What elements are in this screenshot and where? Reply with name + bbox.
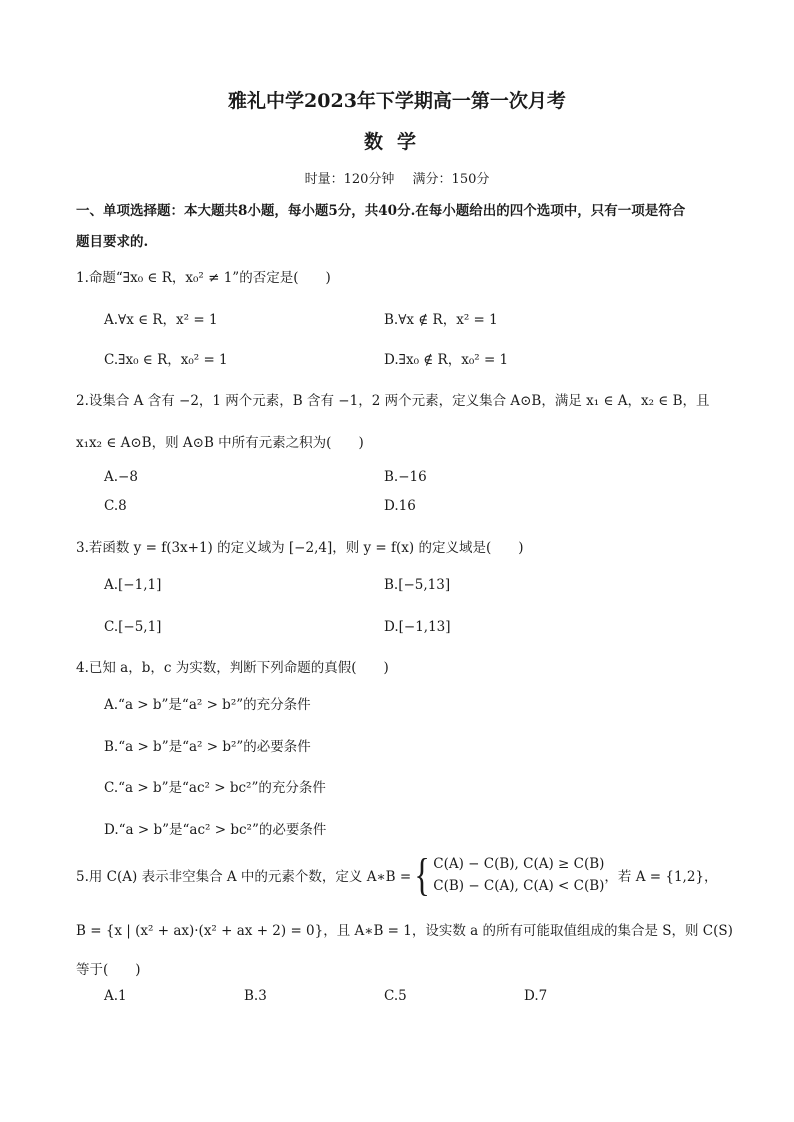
- question-5-option-c: C.5: [384, 988, 407, 1004]
- question-3-option-d: D.[−1,13]: [384, 619, 451, 635]
- section-instructions-line1: 一、单项选择题：本大题共8小题，每小题5分，共40分.在每小题给出的四个选项中，只有一项是符合: [76, 203, 686, 219]
- question-5-option-a: A.1: [104, 988, 127, 1004]
- piecewise-case-1: C(A) − C(B), C(A) ≥ C(B): [433, 856, 605, 872]
- exam-title: 雅礼中学2023年下学期高一第一次月考: [228, 90, 566, 112]
- question-1-stem: 1.命题“∃x₀ ∈ R，x₀² ≠ 1”的否定是( ): [76, 270, 331, 286]
- question-2-option-b: B.−16: [384, 469, 427, 485]
- question-5-option-d: D.7: [524, 988, 548, 1004]
- question-2-stem-line2: x₁x₂ ∈ A⊙B，则 A⊙B 中所有元素之积为( ): [76, 435, 364, 451]
- question-1-option-d: D.∃x₀ ∉ R，x₀² = 1: [384, 352, 509, 368]
- question-5-stem-line1: [76, 849, 718, 900]
- subject-heading: 数学: [363, 131, 430, 153]
- question-1-option-c: C.∃x₀ ∈ R，x₀² = 1: [104, 352, 228, 368]
- exam-meta: 时量：120分钟 满分：150分: [304, 172, 490, 187]
- question-5-stem-line2: B = {x | (x² + ax)·(x² + ax + 2) = 0}，且 A∗B = 1，设实数 a 的所有可能取值组成的集合是 S，则 C(S): [76, 923, 733, 939]
- question-5-suffix: ，若 A = {1,2}，: [604, 869, 718, 885]
- section-instructions-line2: 题目要求的.: [76, 234, 149, 250]
- question-2-option-a: A.−8: [104, 469, 138, 485]
- question-5-option-b: B.3: [244, 988, 267, 1004]
- question-2-stem-line1: 2.设集合 A 含有 −2，1 两个元素，B 含有 −1，2 两个元素，定义集合 A⊙B，满足 x₁ ∈ A，x₂ ∈ B，且: [76, 393, 710, 409]
- question-3-option-b: B.[−5,13]: [384, 577, 451, 593]
- question-3-stem: 3.若函数 y = f(3x+1) 的定义域为 [−2,4]，则 y = f(x) 的定义域是( ): [76, 540, 524, 556]
- question-2-option-d: D.16: [384, 498, 416, 514]
- question-4-option-a: A.“a > b”是“a² > b²”的充分条件: [104, 697, 311, 713]
- question-5-stem-line3: 等于( ): [76, 962, 141, 978]
- question-5-prefix: 5.用 C(A) 表示非空集合 A 中的元素个数，定义 A∗B =: [76, 869, 412, 885]
- question-4-option-b: B.“a > b”是“a² > b²”的必要条件: [104, 739, 311, 755]
- piecewise-case-2: C(B) − C(A), C(A) < C(B): [433, 878, 605, 894]
- question-4-option-d: D.“a > b”是“ac² > bc²”的必要条件: [104, 822, 327, 838]
- question-3-option-a: A.[−1,1]: [104, 577, 162, 593]
- question-2-option-c: C.8: [104, 498, 127, 514]
- left-brace: {: [414, 849, 430, 900]
- question-4-stem: 4.已知 a，b，c 为实数，判断下列命题的真假( ): [76, 660, 389, 676]
- piecewise-cases: [433, 853, 604, 897]
- question-4-option-c: C.“a > b”是“ac² > bc²”的充分条件: [104, 780, 326, 796]
- question-1-option-b: B.∀x ∉ R，x² = 1: [384, 312, 498, 328]
- question-3-option-c: C.[−5,1]: [104, 619, 162, 635]
- question-1-option-a: A.∀x ∈ R，x² = 1: [104, 312, 218, 328]
